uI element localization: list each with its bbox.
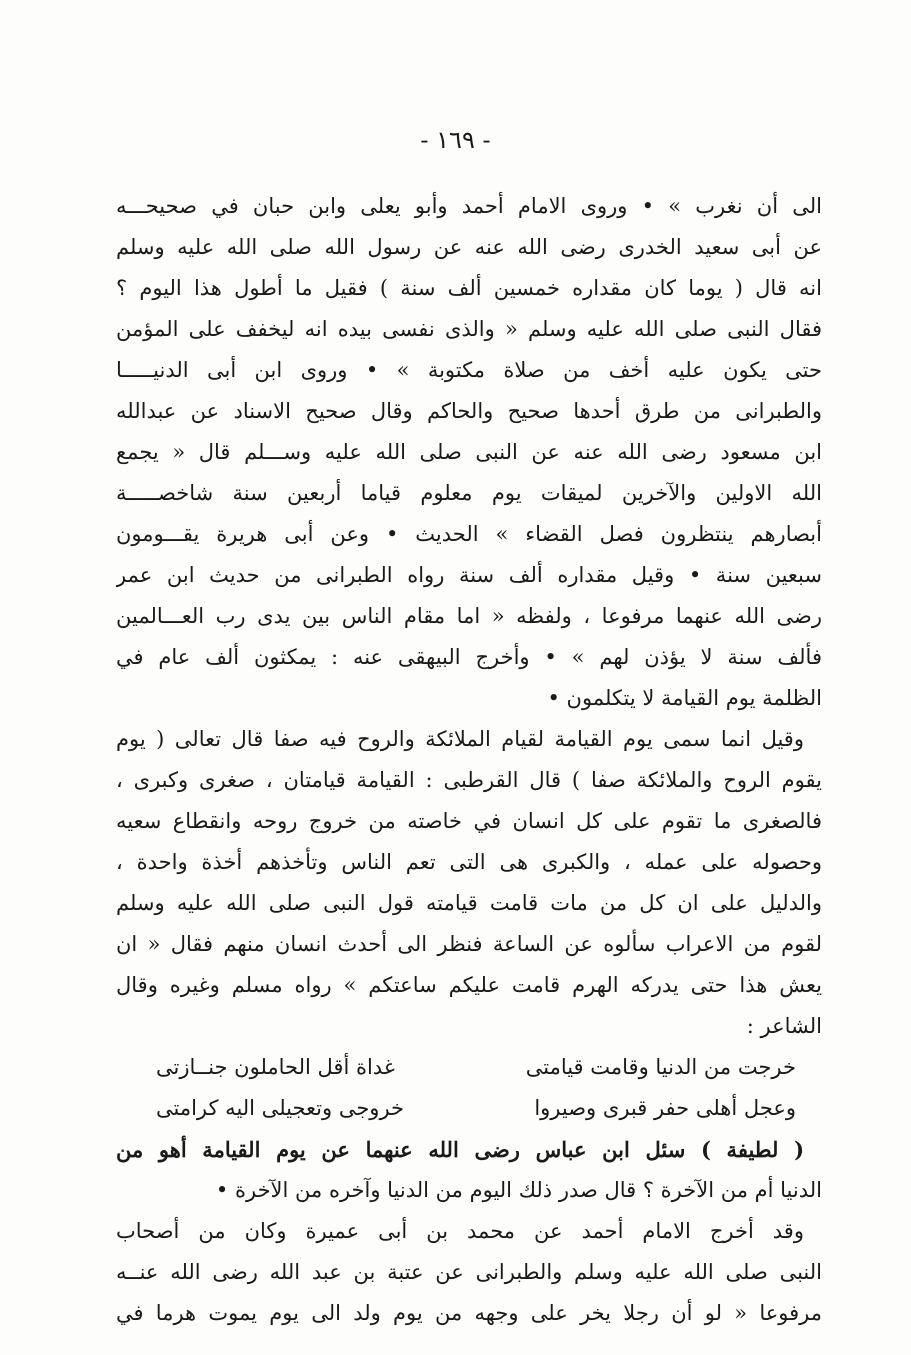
page-number: - ١٦٩ - <box>420 126 491 154</box>
text-line: والطبرانى من طرق أحدها صحيح والحاكم وقال صحيح الاسناد عن عبدالله <box>116 399 822 423</box>
verse-second-hemistich: غداة أقل الحاملون جنــازتى <box>156 1055 395 1079</box>
text-line: الظلمة يوم القيامة لا يتكلمون • <box>547 686 822 710</box>
text-line: رضى الله عنهما مرفوعا ، ولفظه « اما مقام الناس بين يدى رب العـــالمين <box>116 604 822 628</box>
text-line: حتى يكون عليه أخف من صلاة مكتوبة » • وروى ابن أبى الدنيـــــا <box>116 358 822 382</box>
text-line: يعش هذا حتى يدركه الهرم قامت عليكم ساعتكم » رواه مسلم وغيره وقال <box>116 973 822 997</box>
text-line: وحصوله على عمله ، والكبرى هى التى تعم الناس وتأخذهم أخذة واحدة ، <box>116 850 822 874</box>
text-line: ابن مسعود رضى الله عنه عن النبى صلى الله عليه وســـلم قال « يجمع <box>116 440 822 464</box>
text-line: أبصارهم ينتظرون فصل القضاء » الحديث • وعن أبى هريرة يقـــومون <box>116 522 822 546</box>
verse-first-hemistich: وعجل أهلى حفر قبرى وصيروا <box>534 1096 796 1120</box>
text-line: الى أن نغرب » • وروى الامام أحمد وأبو يعلى وابن حبان في صحيحـــه <box>116 194 822 218</box>
text-line: النبى صلى الله عليه وسلم والطبرانى عن عتبة بن عبد الله رضى الله عنــه <box>116 1260 822 1284</box>
text-line: وقيل انما سمى يوم القيامة لقيام الملائكة والروح فيه صفا قال تعالى ( يوم <box>116 727 804 751</box>
text-line: سبعين سنة • وقيل مقداره ألف سنة رواه الطبرانى من حديث ابن عمر <box>116 563 822 587</box>
section-heading-line: ( لطيفة ) سئل ابن عباس رضى الله عنهما عن يوم القيامة أهو من <box>116 1137 805 1162</box>
text-line: يقوم الروح والملائكة صفا ) قال القرطبى : القيامة قيامتان ، صغرى وكبرى ، <box>116 768 822 792</box>
text-line: مرفوعا « لو أن رجلا يخر على وجهه من يوم ولد الى يوم يموت هرما في <box>116 1301 822 1325</box>
verse-second-hemistich: خروجى وتعجيلى اليه كرامتى <box>156 1096 405 1120</box>
text-line: الشاعر : <box>746 1014 822 1038</box>
text-line: فالصغرى ما تقوم على كل انسان في خاصته من خروج روحه وانقطاع سعيه <box>116 809 822 833</box>
poem-verse <box>116 1047 822 1088</box>
text-line: الدنيا أم من الآخرة ؟ قال صدر ذلك اليوم من الدنيا وآخره من الآخرة • <box>215 1178 822 1202</box>
text-line: والدليل على ان كل من مات قامت قيامته قول النبى صلى الله عليه وسلم <box>116 891 822 915</box>
text-line: عن أبى سعيد الخدرى رضى الله عنه عن رسول الله صلى الله عليه وسلم <box>116 235 822 259</box>
text-line: فألف سنة لا يؤذن لهم » • وأخرج البيهقى عنه : يمكثون ألف عام في <box>116 645 822 669</box>
text-line: وقد أخرج الامام أحمد عن محمد بن أبى عميرة وكان من أصحاب <box>116 1219 804 1243</box>
verse-first-hemistich: خرجت من الدنيا وقامت قيامتى <box>525 1055 796 1079</box>
text-line: الله الاولين والآخرين لميقات يوم معلوم قياما أربعين سنة شاخصـــــة <box>116 481 822 505</box>
text-line: لقوم من الاعراب سألوه عن الساعة فنظر الى أحدث انسان منهم فقال « ان <box>116 932 822 956</box>
page-body <box>116 186 822 1334</box>
poem-verse <box>116 1088 822 1129</box>
text-line: انه قال ( يوما كان مقداره خمسين ألف سنة ) فقيل ما أطول هذا اليوم ؟ <box>116 276 822 300</box>
text-line: فقال النبى صلى الله عليه وسلم « والذى نفسى بيده انه ليخفف على المؤمن <box>116 317 822 341</box>
